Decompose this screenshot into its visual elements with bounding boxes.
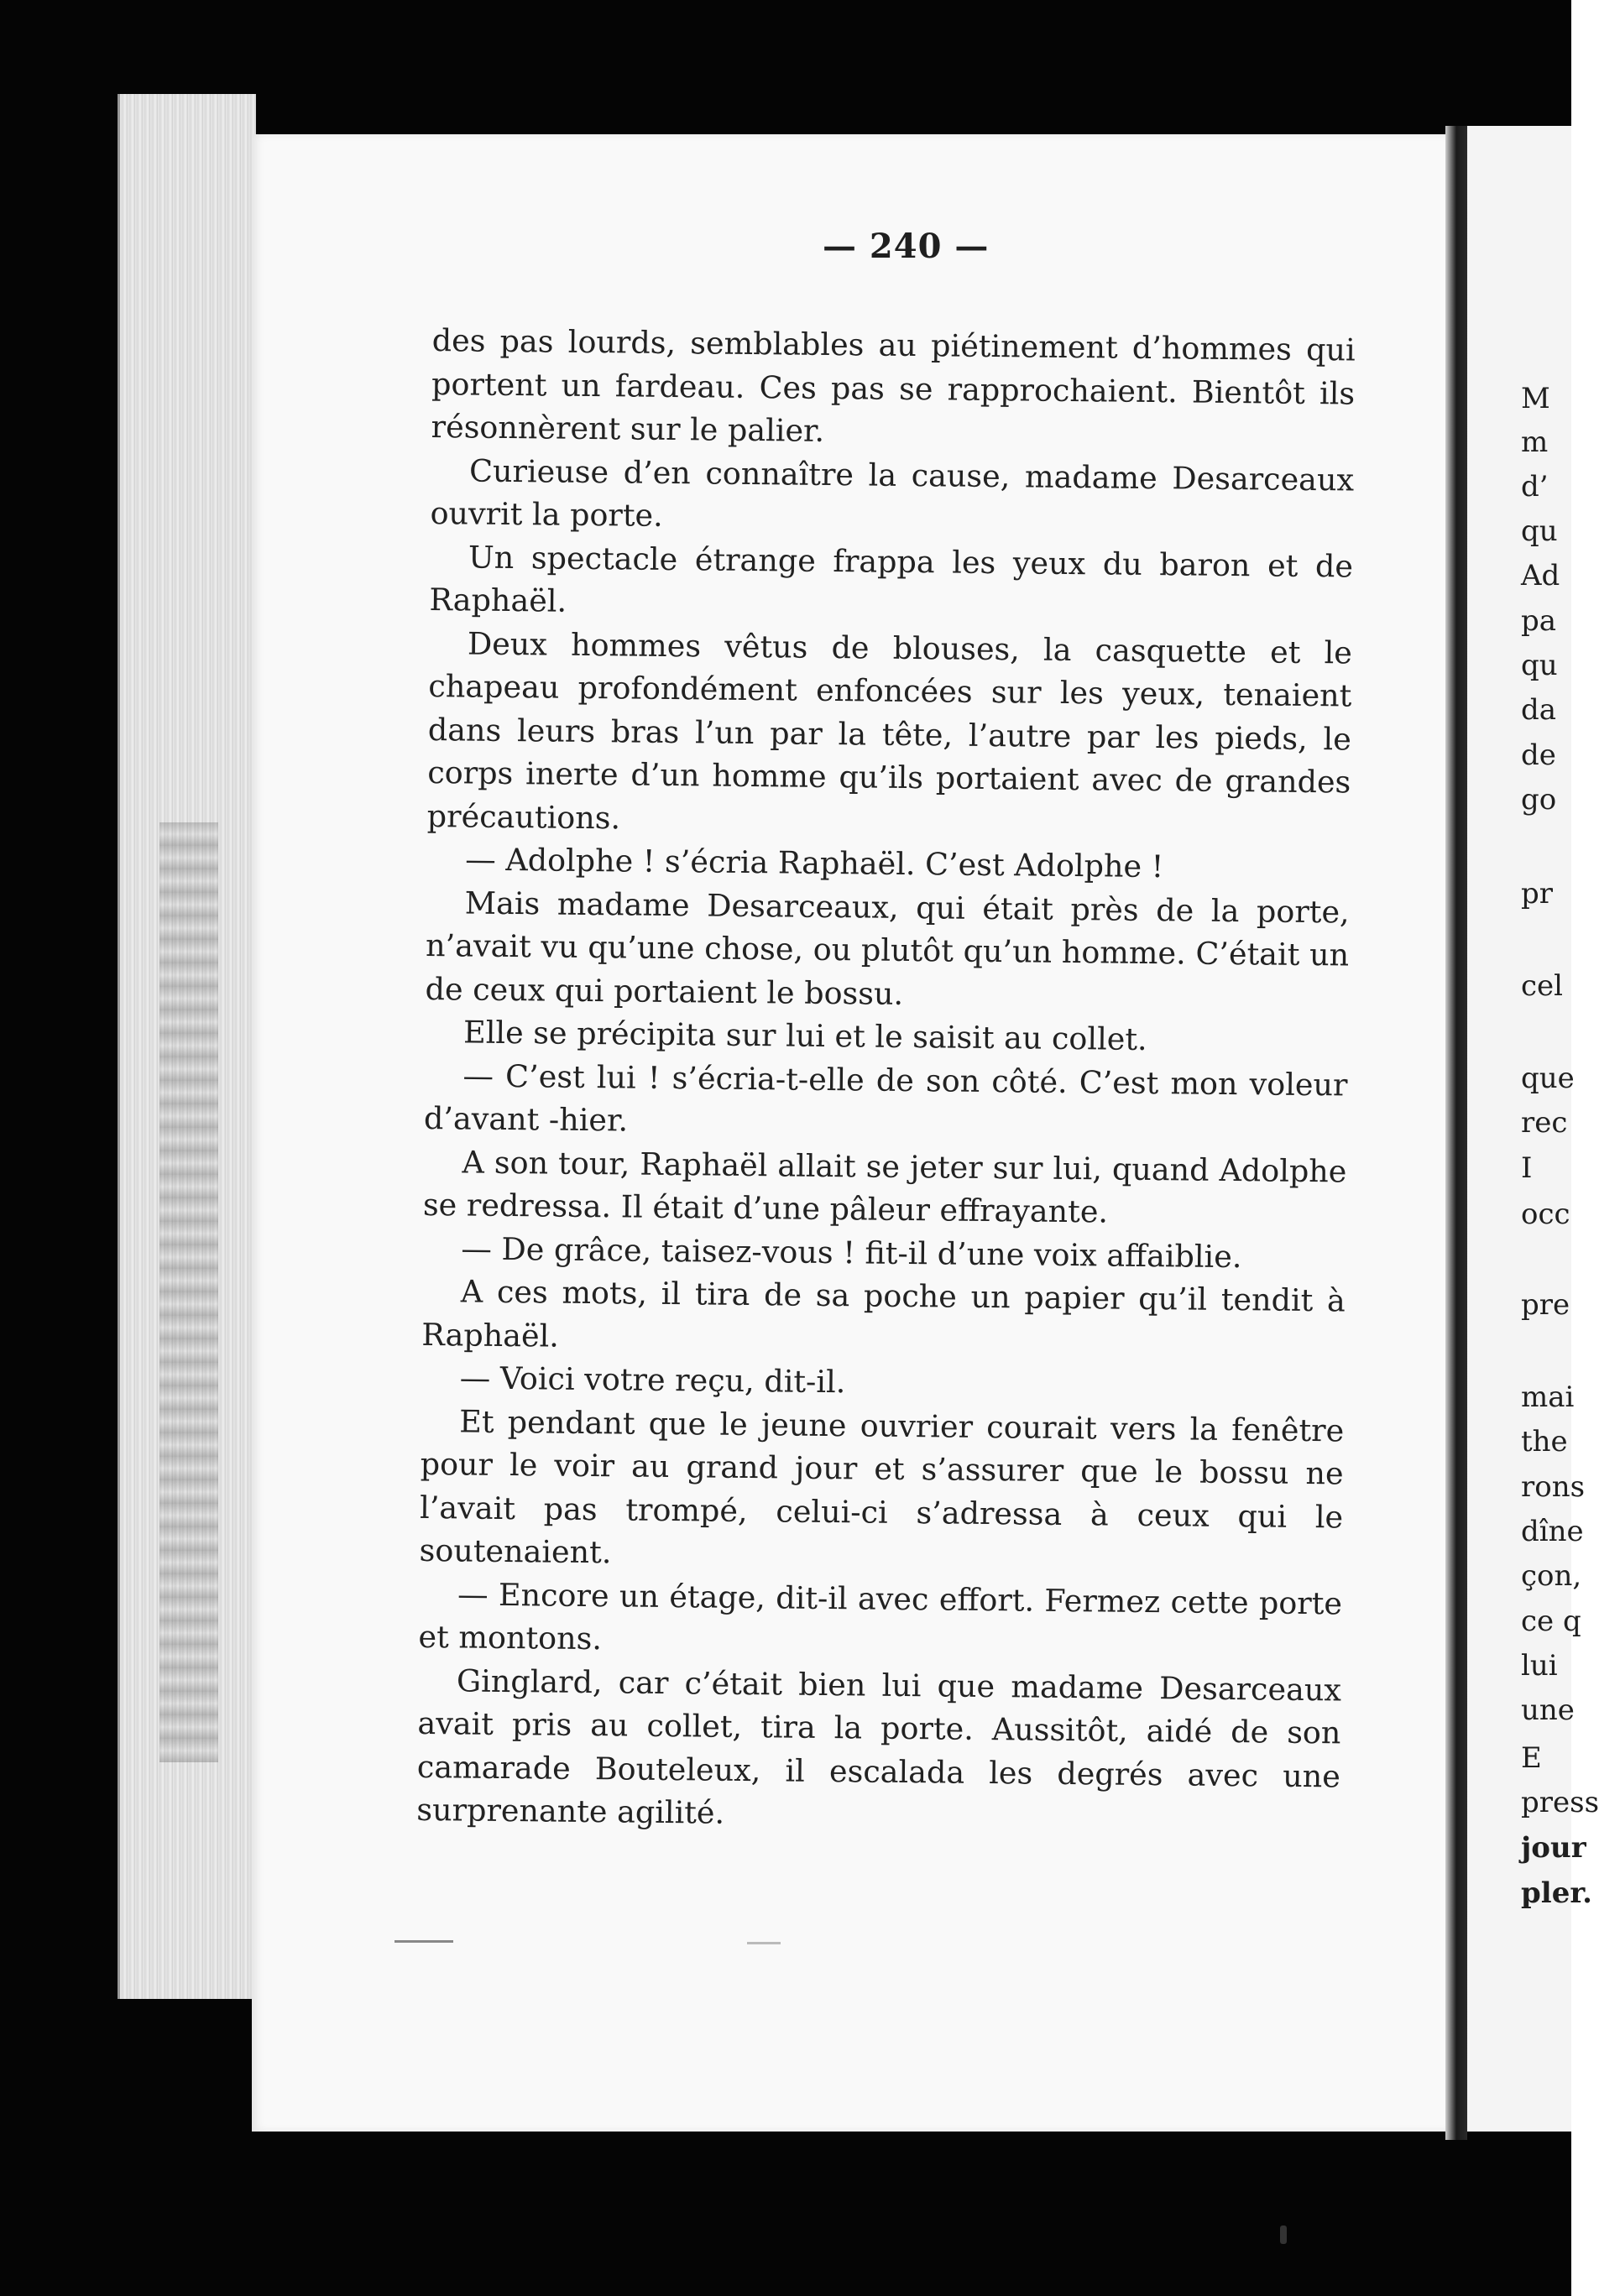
paragraph: Mais madame Desarceaux, qui était près de la porte, n’avait vu qu’une chose, ou plutôt qu’un homme. C’était un de ceux qui portaient le bossu.: [425, 884, 1350, 1012]
right-page-fragment: qu: [1521, 514, 1558, 548]
right-page-fragment: press: [1521, 1786, 1599, 1819]
page-number: — 240 —: [823, 227, 990, 266]
right-page-fragment: E: [1521, 1741, 1542, 1775]
right-page-fragment: jour: [1521, 1831, 1586, 1865]
edge-stamp: [159, 822, 218, 1762]
paragraph: A ces mots, il tira de sa poche un papier qu’il tendit à Raphaël.: [421, 1273, 1346, 1354]
right-page-fragment: go: [1521, 783, 1557, 817]
paragraph: — Encore un étage, dit-il avec effort. Fermez cette porte et montons.: [418, 1575, 1343, 1657]
paragraph: Ginglard, car c’était bien lui que madame Desarceaux avait pris au collet, tira la porte. Aussitôt, aidé de son camarade Bouteleux, il escalada les degrés avec une surprenante agilité.: [416, 1662, 1342, 1831]
right-page-fragment: rec: [1521, 1106, 1568, 1140]
right-page-fragment: I: [1521, 1151, 1533, 1185]
paragraph: Un spectacle étrange frappa les yeux du baron et de Raphaël.: [429, 538, 1354, 619]
right-page-fragment: pr: [1521, 877, 1554, 911]
right-page-fragment: rons: [1521, 1470, 1586, 1504]
paragraph: Curieuse d’en connaître la cause, madame Desarceaux ouvrit la porte.: [430, 451, 1355, 534]
page-body-text: [416, 319, 1356, 1841]
paragraph: des pas lourds, semblables au piétinement d’hommes qui portent un fardeau. Ces pas se rapprochaient. Bientôt ils résonnèrent sur le palier.: [431, 321, 1356, 449]
right-page-fragment: occ: [1521, 1198, 1570, 1231]
right-page-fragment: çon,: [1521, 1559, 1582, 1593]
right-page-fragment: da: [1521, 693, 1557, 727]
stray-ink-dot: [1280, 2226, 1287, 2244]
right-page-fragment: cel: [1521, 969, 1564, 1003]
right-page-fragment: M: [1521, 382, 1550, 415]
stray-ink-mark: [747, 1942, 781, 1944]
right-page-fragment: d’: [1521, 470, 1549, 504]
right-page-fragment: qu: [1521, 649, 1558, 682]
right-page-fragment: une: [1521, 1693, 1575, 1727]
paragraph: — De grâce, taisez-vous ! fit-il d’une voix affaiblie.: [461, 1229, 1242, 1275]
paragraph: — C’est lui ! s’écria-t-elle de son côté. C’est mon voleur d’avant -hier.: [423, 1057, 1348, 1139]
stray-ink-mark: [395, 1940, 453, 1943]
paragraph: — Adolphe ! s’écria Raphaël. C’est Adolphe !: [465, 841, 1164, 885]
paragraph: A son tour, Raphaël allait se jeter sur lui, quand Adolphe se redressa. Il était d’une pâleur effrayante.: [422, 1143, 1347, 1230]
right-page-fragment: pa: [1521, 604, 1557, 638]
paragraph: — Voici votre reçu, dit-il.: [459, 1359, 846, 1401]
paragraph: Deux hommes vêtus de blouses, la casquette et le chapeau profondément enfoncées sur les yeux, tenaient dans leurs bras l’un par la tête, l’autre par les pieds, le corps inerte d’un homme qu’ils portaient avec de grandes précautions.: [426, 624, 1353, 836]
right-page-fragment: pre: [1521, 1288, 1570, 1322]
right-page-fragment: que: [1521, 1062, 1575, 1095]
paragraph: Et pendant que le jeune ouvrier courait vers la fenêtre pour le voir au grand jour et s’assurer que le bossu ne l’avait pas trompé, celui-ci s’adressa à ceux qui le soutenaient.: [419, 1402, 1345, 1571]
right-page-fragment: pler.: [1521, 1876, 1592, 1910]
right-page-fragment: dîne: [1521, 1515, 1584, 1548]
right-page-fragment: Ad: [1521, 559, 1560, 592]
right-page-fragment: mai: [1521, 1380, 1575, 1414]
right-page-fragment: m: [1521, 425, 1549, 459]
book-gutter: [1445, 126, 1467, 2140]
paragraph: Elle se précipita sur lui et le saisit au collet.: [462, 1014, 1147, 1057]
right-page-fragment: the: [1521, 1425, 1568, 1458]
right-page-fragment: de: [1521, 738, 1556, 772]
right-page-fragment: lui: [1521, 1649, 1558, 1683]
right-page-fragment: ce q: [1521, 1605, 1581, 1638]
